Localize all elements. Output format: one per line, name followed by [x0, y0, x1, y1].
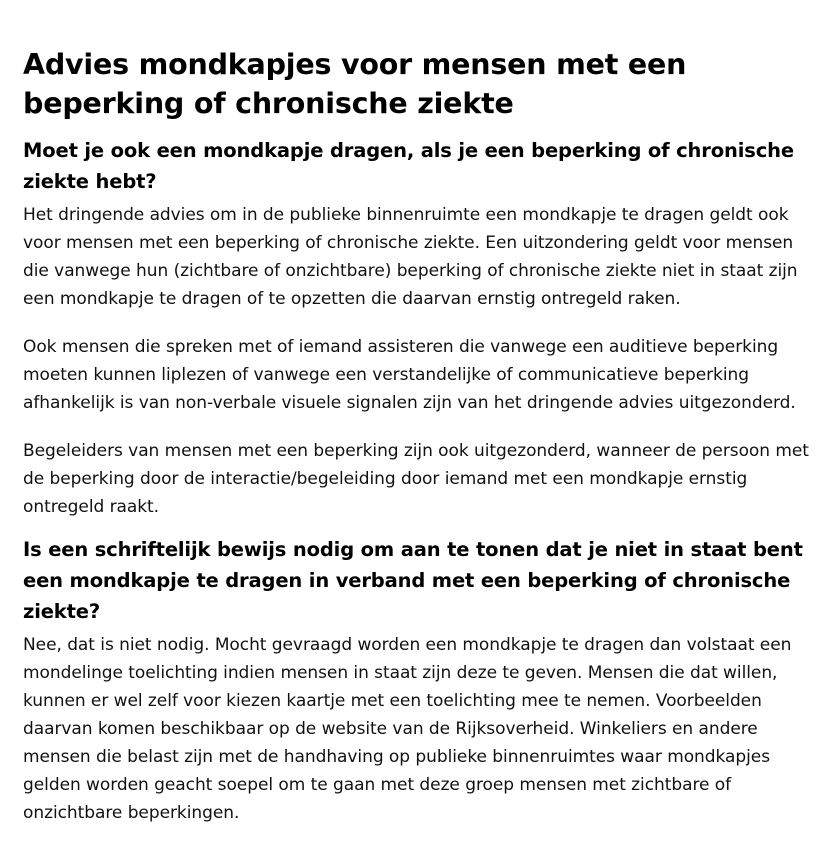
- paragraph: Ook mensen die spreken met of iemand assisteren die vanwege een auditieve beperking moeten kunnen liplezen of vanwege een verstandelijke of communicatieve beperking afhankelijk is van non-verbale visuele signalen zijn van het dringende advies uitgezonderd.: [23, 337, 796, 413]
- paragraph: Het dringende advies om in de publieke binnenruimte een mondkapje te dragen geldt ook voor mensen met een beperking of chronische ziekte. Een uitzondering geldt voor mensen die vanwege hun (zichtbare of onzichtbare) beperking of chronische ziekte niet in staat zijn een mondkapje te dragen of te opzetten die daarvan ernstig ontregeld raken.: [23, 205, 798, 309]
- section-heading: Moet je ook een mondkapje dragen, als je een beperking of chronische ziekte hebt?: [23, 139, 794, 193]
- section-heading: Is een schriftelijk bewijs nodig om aan te tonen dat je niet in staat bent een mondkapje te dragen in verband met een beperking of chronische ziekte?: [23, 538, 803, 623]
- paragraph: Nee, dat is niet nodig. Mocht gevraagd worden een mondkapje te dragen dan volstaat een mondelinge toelichting indien mensen in staat zijn deze te geven. Mensen die dat willen, kunnen er wel zelf voor kiezen kaartje met een toelichting mee te nemen. Voorbeelden daarvan komen beschikbaar op de website van de Rijksoverheid. Winkeliers en andere mensen die belast zijn met de handhaving op publieke binnenruimtes waar mondkapjes gelden worden geacht soepel om te gaan met deze groep mensen met zichtbare of onzichtbare beperkingen.: [23, 635, 792, 823]
- page-title: Advies mondkapjes voor mensen met een beperking of chronische ziekte: [23, 48, 687, 120]
- section-schriftelijk-bewijs: [23, 534, 811, 827]
- section-mondkapje-dragen: [23, 135, 811, 521]
- paragraph: Begeleiders van mensen met een beperking zijn ook uitgezonderd, wanneer de persoon met de beperking door de interactie/begeleiding door iemand met een mondkapje ernstig ontregeld raakt.: [23, 441, 809, 517]
